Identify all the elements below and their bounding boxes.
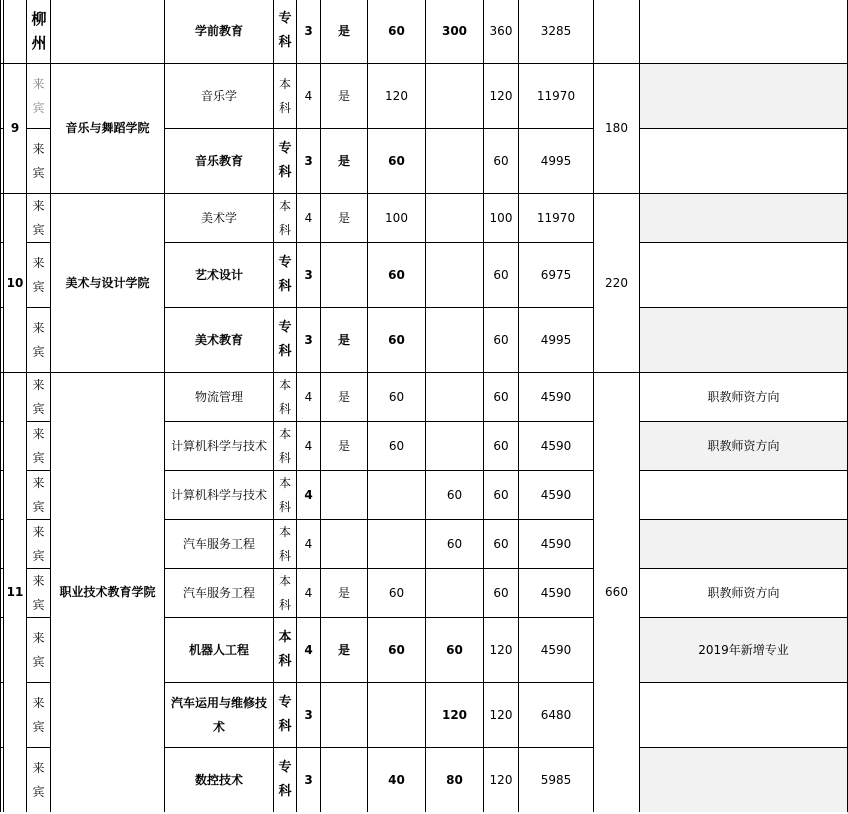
college-total: 660 — [594, 372, 640, 812]
joint-cell: 是 — [321, 568, 368, 617]
note-cell: 职教师资方向 — [640, 568, 848, 617]
note-cell — [640, 519, 848, 568]
total-cell: 120 — [484, 617, 519, 682]
years-cell: 4 — [297, 617, 321, 682]
level-cell: 专科 — [274, 128, 297, 193]
note-cell — [640, 470, 848, 519]
college-name: 职业技术教育学院 — [51, 372, 165, 812]
campus-cell: 来宾 — [27, 128, 51, 193]
plan-b-cell: 60 — [426, 617, 484, 682]
level-cell: 本科 — [274, 519, 297, 568]
major-cell: 艺术设计 — [165, 242, 274, 307]
plan-a-cell: 60 — [368, 128, 426, 193]
plan-b-cell — [426, 128, 484, 193]
note-cell: 2019年新增专业 — [640, 617, 848, 682]
plan-a-cell: 40 — [368, 747, 426, 812]
major-cell: 音乐教育 — [165, 128, 274, 193]
note-cell — [640, 193, 848, 242]
joint-cell — [321, 747, 368, 812]
table-row — [1, 193, 848, 242]
note-cell — [640, 747, 848, 812]
note-cell — [640, 242, 848, 307]
plan-b-cell: 80 — [426, 747, 484, 812]
note-cell: 职教师资方向 — [640, 421, 848, 470]
years-cell: 3 — [297, 0, 321, 63]
plan-a-cell: 60 — [368, 421, 426, 470]
joint-cell — [321, 519, 368, 568]
plan-a-cell: 60 — [368, 372, 426, 421]
plan-a-cell: 60 — [368, 242, 426, 307]
table-row — [1, 0, 848, 63]
fee-cell: 4590 — [519, 470, 594, 519]
college-name: 音乐与舞蹈学院 — [51, 63, 165, 193]
total-cell: 60 — [484, 568, 519, 617]
fee-cell: 6480 — [519, 682, 594, 747]
campus-cell: 柳州 — [27, 0, 51, 63]
level-cell: 专科 — [274, 0, 297, 63]
plan-b-cell — [426, 568, 484, 617]
joint-cell — [321, 470, 368, 519]
major-cell: 汽车运用与维修技术 — [165, 682, 274, 747]
plan-b-cell — [426, 242, 484, 307]
plan-b-cell — [426, 63, 484, 128]
years-cell: 4 — [297, 193, 321, 242]
years-cell: 3 — [297, 307, 321, 372]
years-cell: 3 — [297, 747, 321, 812]
total-cell: 60 — [484, 470, 519, 519]
major-cell: 计算机科学与技术 — [165, 470, 274, 519]
level-cell: 专科 — [274, 307, 297, 372]
total-cell: 60 — [484, 519, 519, 568]
level-cell: 本科 — [274, 372, 297, 421]
group-index: 9 — [4, 63, 27, 193]
level-cell: 本科 — [274, 617, 297, 682]
plan-a-cell — [368, 682, 426, 747]
fee-cell: 6975 — [519, 242, 594, 307]
years-cell: 4 — [297, 568, 321, 617]
note-cell — [640, 128, 848, 193]
plan-b-cell: 60 — [426, 470, 484, 519]
years-cell: 4 — [297, 519, 321, 568]
note-cell — [640, 63, 848, 128]
total-cell: 60 — [484, 307, 519, 372]
fee-cell: 11970 — [519, 193, 594, 242]
fee-cell: 4995 — [519, 128, 594, 193]
years-cell: 4 — [297, 470, 321, 519]
total-cell: 120 — [484, 63, 519, 128]
plan-b-cell — [426, 307, 484, 372]
fee-cell: 11970 — [519, 63, 594, 128]
major-cell: 机器人工程 — [165, 617, 274, 682]
plan-a-cell — [368, 470, 426, 519]
major-cell: 计算机科学与技术 — [165, 421, 274, 470]
joint-cell: 是 — [321, 128, 368, 193]
joint-cell: 是 — [321, 193, 368, 242]
joint-cell — [321, 242, 368, 307]
fee-cell: 4590 — [519, 421, 594, 470]
major-cell: 美术教育 — [165, 307, 274, 372]
fee-cell: 4590 — [519, 568, 594, 617]
college-total: 220 — [594, 193, 640, 372]
joint-cell: 是 — [321, 372, 368, 421]
plan-a-cell: 100 — [368, 193, 426, 242]
campus-cell: 来宾 — [27, 193, 51, 242]
fee-cell: 4590 — [519, 617, 594, 682]
plan-b-cell — [426, 193, 484, 242]
plan-b-cell: 60 — [426, 519, 484, 568]
joint-cell: 是 — [321, 617, 368, 682]
campus-cell: 来宾 — [27, 307, 51, 372]
joint-cell: 是 — [321, 63, 368, 128]
plan-a-cell: 120 — [368, 63, 426, 128]
campus-cell: 来宾 — [27, 63, 51, 128]
group-index: 11 — [4, 372, 27, 812]
plan-b-cell: 120 — [426, 682, 484, 747]
joint-cell: 是 — [321, 0, 368, 63]
fee-cell: 5985 — [519, 747, 594, 812]
major-cell: 汽车服务工程 — [165, 568, 274, 617]
note-cell — [640, 682, 848, 747]
major-cell: 汽车服务工程 — [165, 519, 274, 568]
major-cell: 音乐学 — [165, 63, 274, 128]
note-cell — [640, 307, 848, 372]
level-cell: 专科 — [274, 682, 297, 747]
plan-a-cell: 60 — [368, 0, 426, 63]
years-cell: 3 — [297, 128, 321, 193]
campus-cell: 来宾 — [27, 519, 51, 568]
total-cell: 360 — [484, 0, 519, 63]
level-cell: 专科 — [274, 747, 297, 812]
table-row — [1, 63, 848, 128]
level-cell: 本科 — [274, 421, 297, 470]
total-cell: 120 — [484, 682, 519, 747]
campus-cell: 来宾 — [27, 372, 51, 421]
campus-cell: 来宾 — [27, 470, 51, 519]
joint-cell: 是 — [321, 421, 368, 470]
plan-b-cell — [426, 372, 484, 421]
total-cell: 120 — [484, 747, 519, 812]
level-cell: 本科 — [274, 470, 297, 519]
campus-cell: 来宾 — [27, 421, 51, 470]
plan-a-cell: 60 — [368, 617, 426, 682]
total-cell: 60 — [484, 372, 519, 421]
total-cell: 60 — [484, 421, 519, 470]
years-cell: 4 — [297, 372, 321, 421]
plan-a-cell — [368, 519, 426, 568]
major-cell: 美术学 — [165, 193, 274, 242]
total-cell: 60 — [484, 128, 519, 193]
years-cell: 3 — [297, 242, 321, 307]
fee-cell: 4590 — [519, 519, 594, 568]
fee-cell: 4995 — [519, 307, 594, 372]
fee-cell: 4590 — [519, 372, 594, 421]
plan-a-cell: 60 — [368, 568, 426, 617]
plan-b-cell: 300 — [426, 0, 484, 63]
years-cell: 3 — [297, 682, 321, 747]
level-cell: 本科 — [274, 63, 297, 128]
campus-cell: 来宾 — [27, 682, 51, 747]
level-cell: 本科 — [274, 568, 297, 617]
major-cell: 数控技术 — [165, 747, 274, 812]
note-cell: 职教师资方向 — [640, 372, 848, 421]
college-total: 180 — [594, 63, 640, 193]
fee-cell: 3285 — [519, 0, 594, 63]
group-index: 10 — [4, 193, 27, 372]
table-row — [1, 372, 848, 421]
campus-cell: 来宾 — [27, 242, 51, 307]
joint-cell: 是 — [321, 307, 368, 372]
total-cell: 60 — [484, 242, 519, 307]
college-name: 美术与设计学院 — [51, 193, 165, 372]
campus-cell: 来宾 — [27, 568, 51, 617]
campus-cell: 来宾 — [27, 747, 51, 812]
years-cell: 4 — [297, 421, 321, 470]
campus-cell: 来宾 — [27, 617, 51, 682]
joint-cell — [321, 682, 368, 747]
major-cell: 学前教育 — [165, 0, 274, 63]
total-cell: 100 — [484, 193, 519, 242]
major-cell: 物流管理 — [165, 372, 274, 421]
plan-b-cell — [426, 421, 484, 470]
level-cell: 本科 — [274, 193, 297, 242]
level-cell: 专科 — [274, 242, 297, 307]
years-cell: 4 — [297, 63, 321, 128]
plan-a-cell: 60 — [368, 307, 426, 372]
